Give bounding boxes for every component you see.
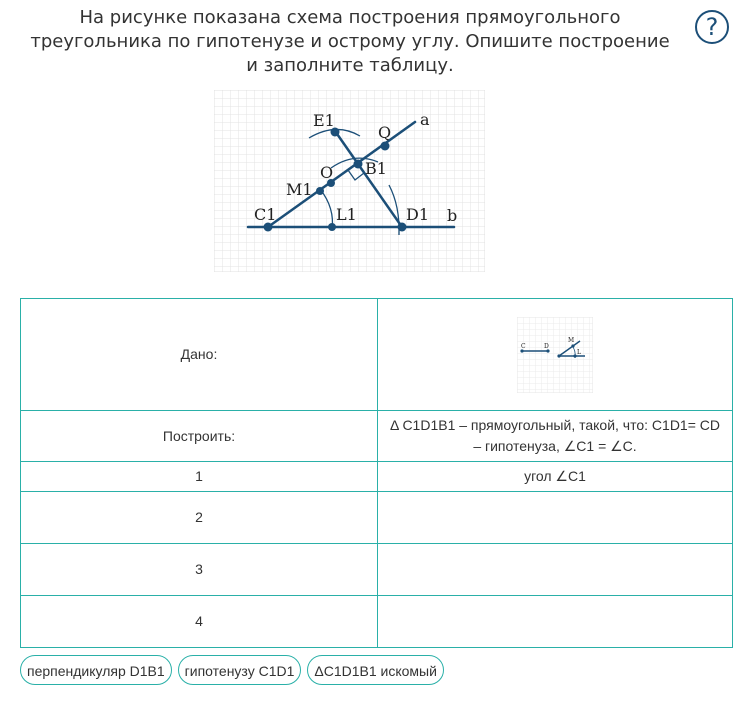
step-number: 4 bbox=[21, 596, 378, 648]
given-figure-cell bbox=[378, 299, 733, 411]
point-b1 bbox=[354, 160, 363, 169]
label-e1: E1 bbox=[313, 111, 335, 130]
answer-options bbox=[20, 655, 444, 685]
step-answer-cell[interactable] bbox=[378, 544, 733, 596]
task-table bbox=[20, 298, 733, 648]
point-m1 bbox=[316, 187, 324, 195]
table-row-construct bbox=[21, 411, 733, 462]
option-chip-triangle[interactable]: ΔC1D1B1 искомый bbox=[307, 655, 444, 685]
step-number: 2 bbox=[21, 492, 378, 544]
step-number: 3 bbox=[21, 544, 378, 596]
table-row-given bbox=[21, 299, 733, 411]
point-l1 bbox=[328, 223, 336, 231]
construct-value: Δ C1D1B1 – прямоугольный, такой, что: C1D1= CD – гипотенуза, ∠C1 = ∠C. bbox=[378, 411, 733, 462]
label-l1: L1 bbox=[336, 205, 357, 224]
label-q: Q bbox=[378, 123, 392, 142]
step-answer-cell[interactable] bbox=[378, 596, 733, 648]
point-q bbox=[381, 142, 390, 151]
thumb-label-c: C bbox=[521, 342, 526, 350]
table-row-step-3 bbox=[21, 544, 733, 596]
step-answer-cell[interactable]: угол ∠C1 bbox=[378, 462, 733, 492]
option-chip-perpendicular[interactable]: перпендикуляр D1B1 bbox=[20, 655, 172, 685]
question-mark-icon: ? bbox=[705, 13, 719, 41]
grid-background bbox=[214, 90, 485, 272]
thumb-label-l: L bbox=[577, 348, 581, 356]
label-b1: B1 bbox=[365, 159, 387, 178]
given-diagram bbox=[517, 317, 593, 393]
step-answer-cell[interactable] bbox=[378, 492, 733, 544]
step-number: 1 bbox=[21, 462, 378, 492]
question-text: На рисунке показана схема построения прямоугольного треугольника по гипотенузе и острому углу. Опишите построение и заполните таблицу. bbox=[30, 7, 670, 76]
given-figure bbox=[517, 317, 593, 393]
thumb-label-m: M bbox=[568, 336, 575, 344]
construct-label: Построить: bbox=[21, 411, 378, 462]
table-row-step-2 bbox=[21, 492, 733, 544]
help-button[interactable] bbox=[695, 10, 729, 44]
construction-figure bbox=[214, 90, 485, 272]
label-c1: C1 bbox=[254, 205, 277, 224]
table-row-step-4 bbox=[21, 596, 733, 648]
table-row-step-1 bbox=[21, 462, 733, 492]
option-chip-hypotenuse[interactable]: гипотенузу C1D1 bbox=[178, 655, 302, 685]
construction-diagram bbox=[214, 90, 485, 272]
label-b: b bbox=[447, 206, 458, 225]
given-label: Дано: bbox=[21, 299, 378, 411]
label-d1: D1 bbox=[406, 205, 430, 224]
thumb-label-d: D bbox=[544, 342, 549, 350]
label-a: a bbox=[420, 110, 430, 129]
label-o: O bbox=[320, 163, 334, 182]
label-m1: M1 bbox=[286, 180, 313, 199]
